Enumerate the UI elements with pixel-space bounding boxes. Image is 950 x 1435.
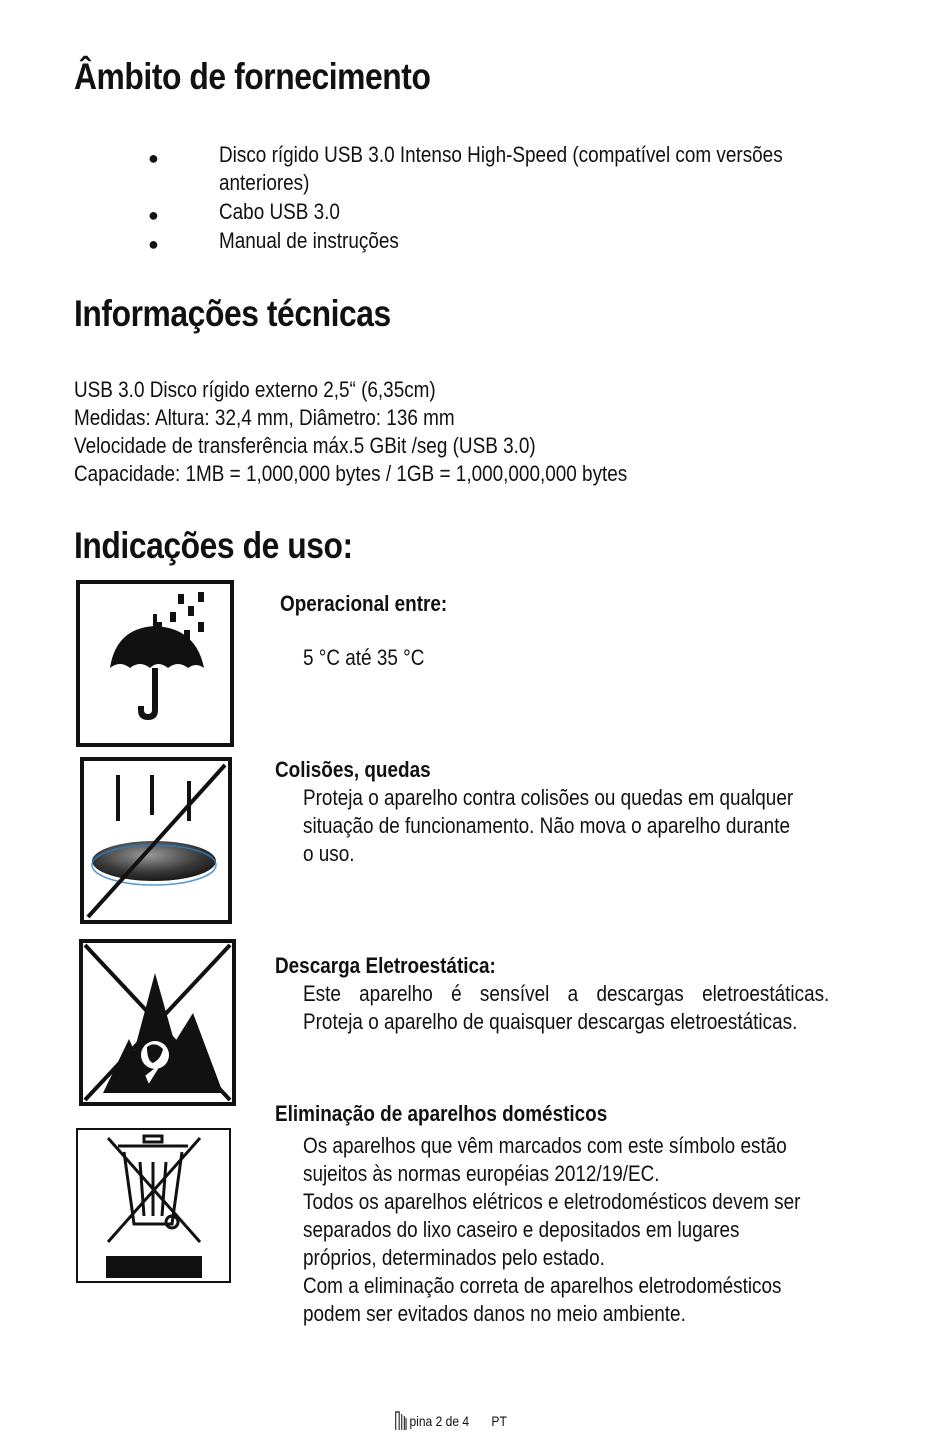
tech-line-1: USB 3.0 Disco rígido externo 2,5“ (6,35cm) <box>74 377 436 402</box>
tech-line-4: Capacidade: 1MB = 1,000,000 bytes / 1GB = 1,000,000,000 bytes <box>74 461 628 486</box>
usage-text-esd-1 <box>303 980 913 1008</box>
usage-text-esd-1-content: Este aparelho é sensível a descargas eletroestáticas. <box>303 981 830 1006</box>
usage-text-impact-3: o uso. <box>303 841 355 866</box>
esd-warning-icon <box>79 939 236 1106</box>
footer-glyph <box>394 1408 408 1432</box>
tech-line-2: Medidas: Altura: 32,4 mm, Diâmetro: 136 mm <box>74 405 455 430</box>
supply-item-1-line2: anteriores) <box>219 170 310 195</box>
umbrella-rain-icon <box>76 580 234 747</box>
usage-text-impact-1: Proteja o aparelho contra colisões ou quedas em qualquer <box>303 785 794 810</box>
usage-text-disposal-1: Os aparelhos que vêm marcados com este símbolo estão <box>303 1133 787 1158</box>
usage-text-impact-2: situação de funcionamento. Não mova o aparelho durante <box>303 813 790 838</box>
usage-text-operating: 5 °C até 35 °C <box>303 645 425 670</box>
section-title-supply: Âmbito de fornecimento <box>74 56 431 97</box>
bullet-icon: ● <box>148 205 159 225</box>
supply-item-2: Cabo USB 3.0 <box>219 199 340 224</box>
bullet-icon: ● <box>148 234 159 254</box>
no-drop-icon <box>80 757 232 924</box>
supply-item-1-line1: Disco rígido USB 3.0 Intenso High-Speed (compatível com versões <box>219 142 783 167</box>
usage-heading-esd: Descarga Eletroestática: <box>275 953 496 978</box>
usage-text-esd-2: Proteja o aparelho de quaisquer descargas eletroestáticas. <box>303 1009 798 1034</box>
usage-text-disposal-6: Com a eliminação correta de aparelhos eletrodomésticos <box>303 1273 782 1298</box>
usage-text-disposal-5: próprios, determinados pelo estado. <box>303 1245 605 1270</box>
tech-line-3: Velocidade de transferência máx.5 GBit /seg (USB 3.0) <box>74 433 536 458</box>
footer-page-number: pina 2 de 4 <box>409 1413 470 1429</box>
usage-heading-impact: Colisões, quedas <box>275 757 431 782</box>
usage-text-disposal-4: separados do lixo caseiro e depositados em lugares <box>303 1217 740 1242</box>
usage-heading-operating: Operacional entre: <box>280 591 448 616</box>
footer-language: PT <box>491 1413 507 1429</box>
supply-item-3: Manual de instruções <box>219 228 399 253</box>
usage-heading-disposal: Eliminação de aparelhos domésticos <box>275 1101 608 1126</box>
section-title-tech: Informações técnicas <box>74 293 391 334</box>
page-footer <box>394 1402 507 1429</box>
weee-crossed-bin-icon <box>76 1128 231 1283</box>
section-title-usage: Indicações de uso: <box>74 525 353 566</box>
usage-text-disposal-3: Todos os aparelhos elétricos e eletrodomésticos devem ser <box>303 1189 801 1214</box>
usage-text-disposal-7: podem ser evitados danos no meio ambiente. <box>303 1301 686 1326</box>
bullet-icon: ● <box>148 148 159 168</box>
usage-text-disposal-2: sujeitos às normas européias 2012/19/EC. <box>303 1161 660 1186</box>
